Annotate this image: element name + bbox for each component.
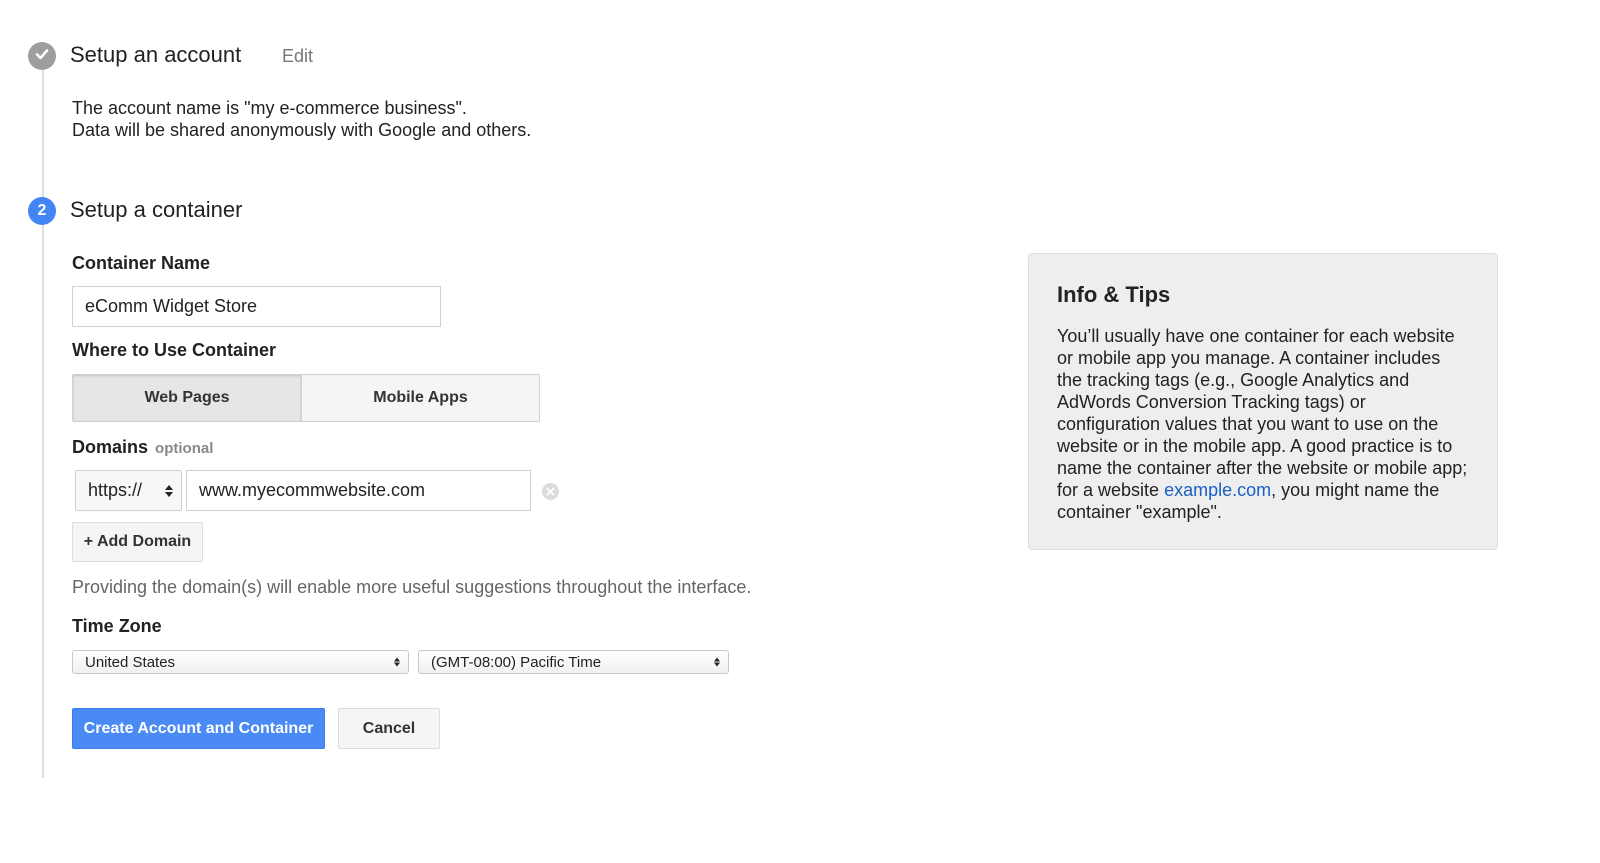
step-number: 2 xyxy=(37,202,47,219)
edit-link[interactable]: Edit xyxy=(282,46,314,66)
account-summary xyxy=(72,97,531,141)
timezone-value: (GMT-08:00) Pacific Time xyxy=(431,653,602,671)
domains-label xyxy=(72,437,213,458)
step-complete-badge xyxy=(28,42,56,70)
info-text xyxy=(1057,325,1469,523)
domain-value: www.myecommwebsite.com xyxy=(199,480,426,500)
step-number-badge xyxy=(28,197,56,225)
cancel-button[interactable]: Cancel xyxy=(338,708,440,749)
info-title: Info & Tips xyxy=(1057,282,1171,307)
account-summary-line-1: The account name is "my e-commerce business". xyxy=(72,98,467,118)
web-pages-option[interactable] xyxy=(72,374,302,422)
time-zone-label: Time Zone xyxy=(72,616,162,636)
checkmark-icon xyxy=(34,46,50,67)
timeline-line xyxy=(42,70,44,778)
domains-label-text: Domains xyxy=(72,437,149,457)
info-text-part1: You’ll usually have one container for each website or mobile app you manage. A container includes the tracking tags (e.g., Google Analytics and AdWords Conversion Tracking tags) or configuration values that you want to use on the website or in the mobile app. A good practice is to name the container after the website or mobile app; for a website xyxy=(1057,326,1468,500)
container-name-input[interactable] xyxy=(72,286,441,327)
mobile-apps-option[interactable] xyxy=(301,374,540,422)
step2-title: Setup a container xyxy=(70,197,243,222)
example-link[interactable]: example.com xyxy=(1164,480,1272,500)
info-tips-panel xyxy=(1028,253,1498,550)
web-pages-label: Web Pages xyxy=(144,389,230,406)
country-value: United States xyxy=(85,653,176,671)
timezone-select[interactable] xyxy=(418,650,729,674)
domain-input[interactable] xyxy=(186,470,531,511)
clear-x-icon[interactable] xyxy=(542,483,559,500)
protocol-value: https:// xyxy=(88,480,143,500)
mobile-apps-label: Mobile Apps xyxy=(373,389,468,406)
up-down-arrows-icon xyxy=(394,658,400,667)
where-to-use-label: Where to Use Container xyxy=(72,340,277,360)
create-account-button[interactable]: Create Account and Container xyxy=(72,708,325,749)
protocol-select[interactable] xyxy=(75,470,182,511)
add-domain-button[interactable]: + Add Domain xyxy=(72,522,203,562)
step1-title: Setup an account xyxy=(70,42,242,67)
domains-hint: Providing the domain(s) will enable more useful suggestions throughout the interface. xyxy=(72,577,752,597)
account-summary-line-2: Data will be shared anonymously with Google and others. xyxy=(72,120,532,140)
country-select[interactable] xyxy=(72,650,409,674)
optional-label: optional xyxy=(155,440,214,457)
info-text-part2: , you might name the container "example". xyxy=(1057,480,1440,522)
up-down-arrows-icon xyxy=(165,485,173,497)
container-name-label: Container Name xyxy=(72,253,211,273)
container-name-value: eComm Widget Store xyxy=(85,296,258,316)
up-down-arrows-icon xyxy=(714,658,720,667)
